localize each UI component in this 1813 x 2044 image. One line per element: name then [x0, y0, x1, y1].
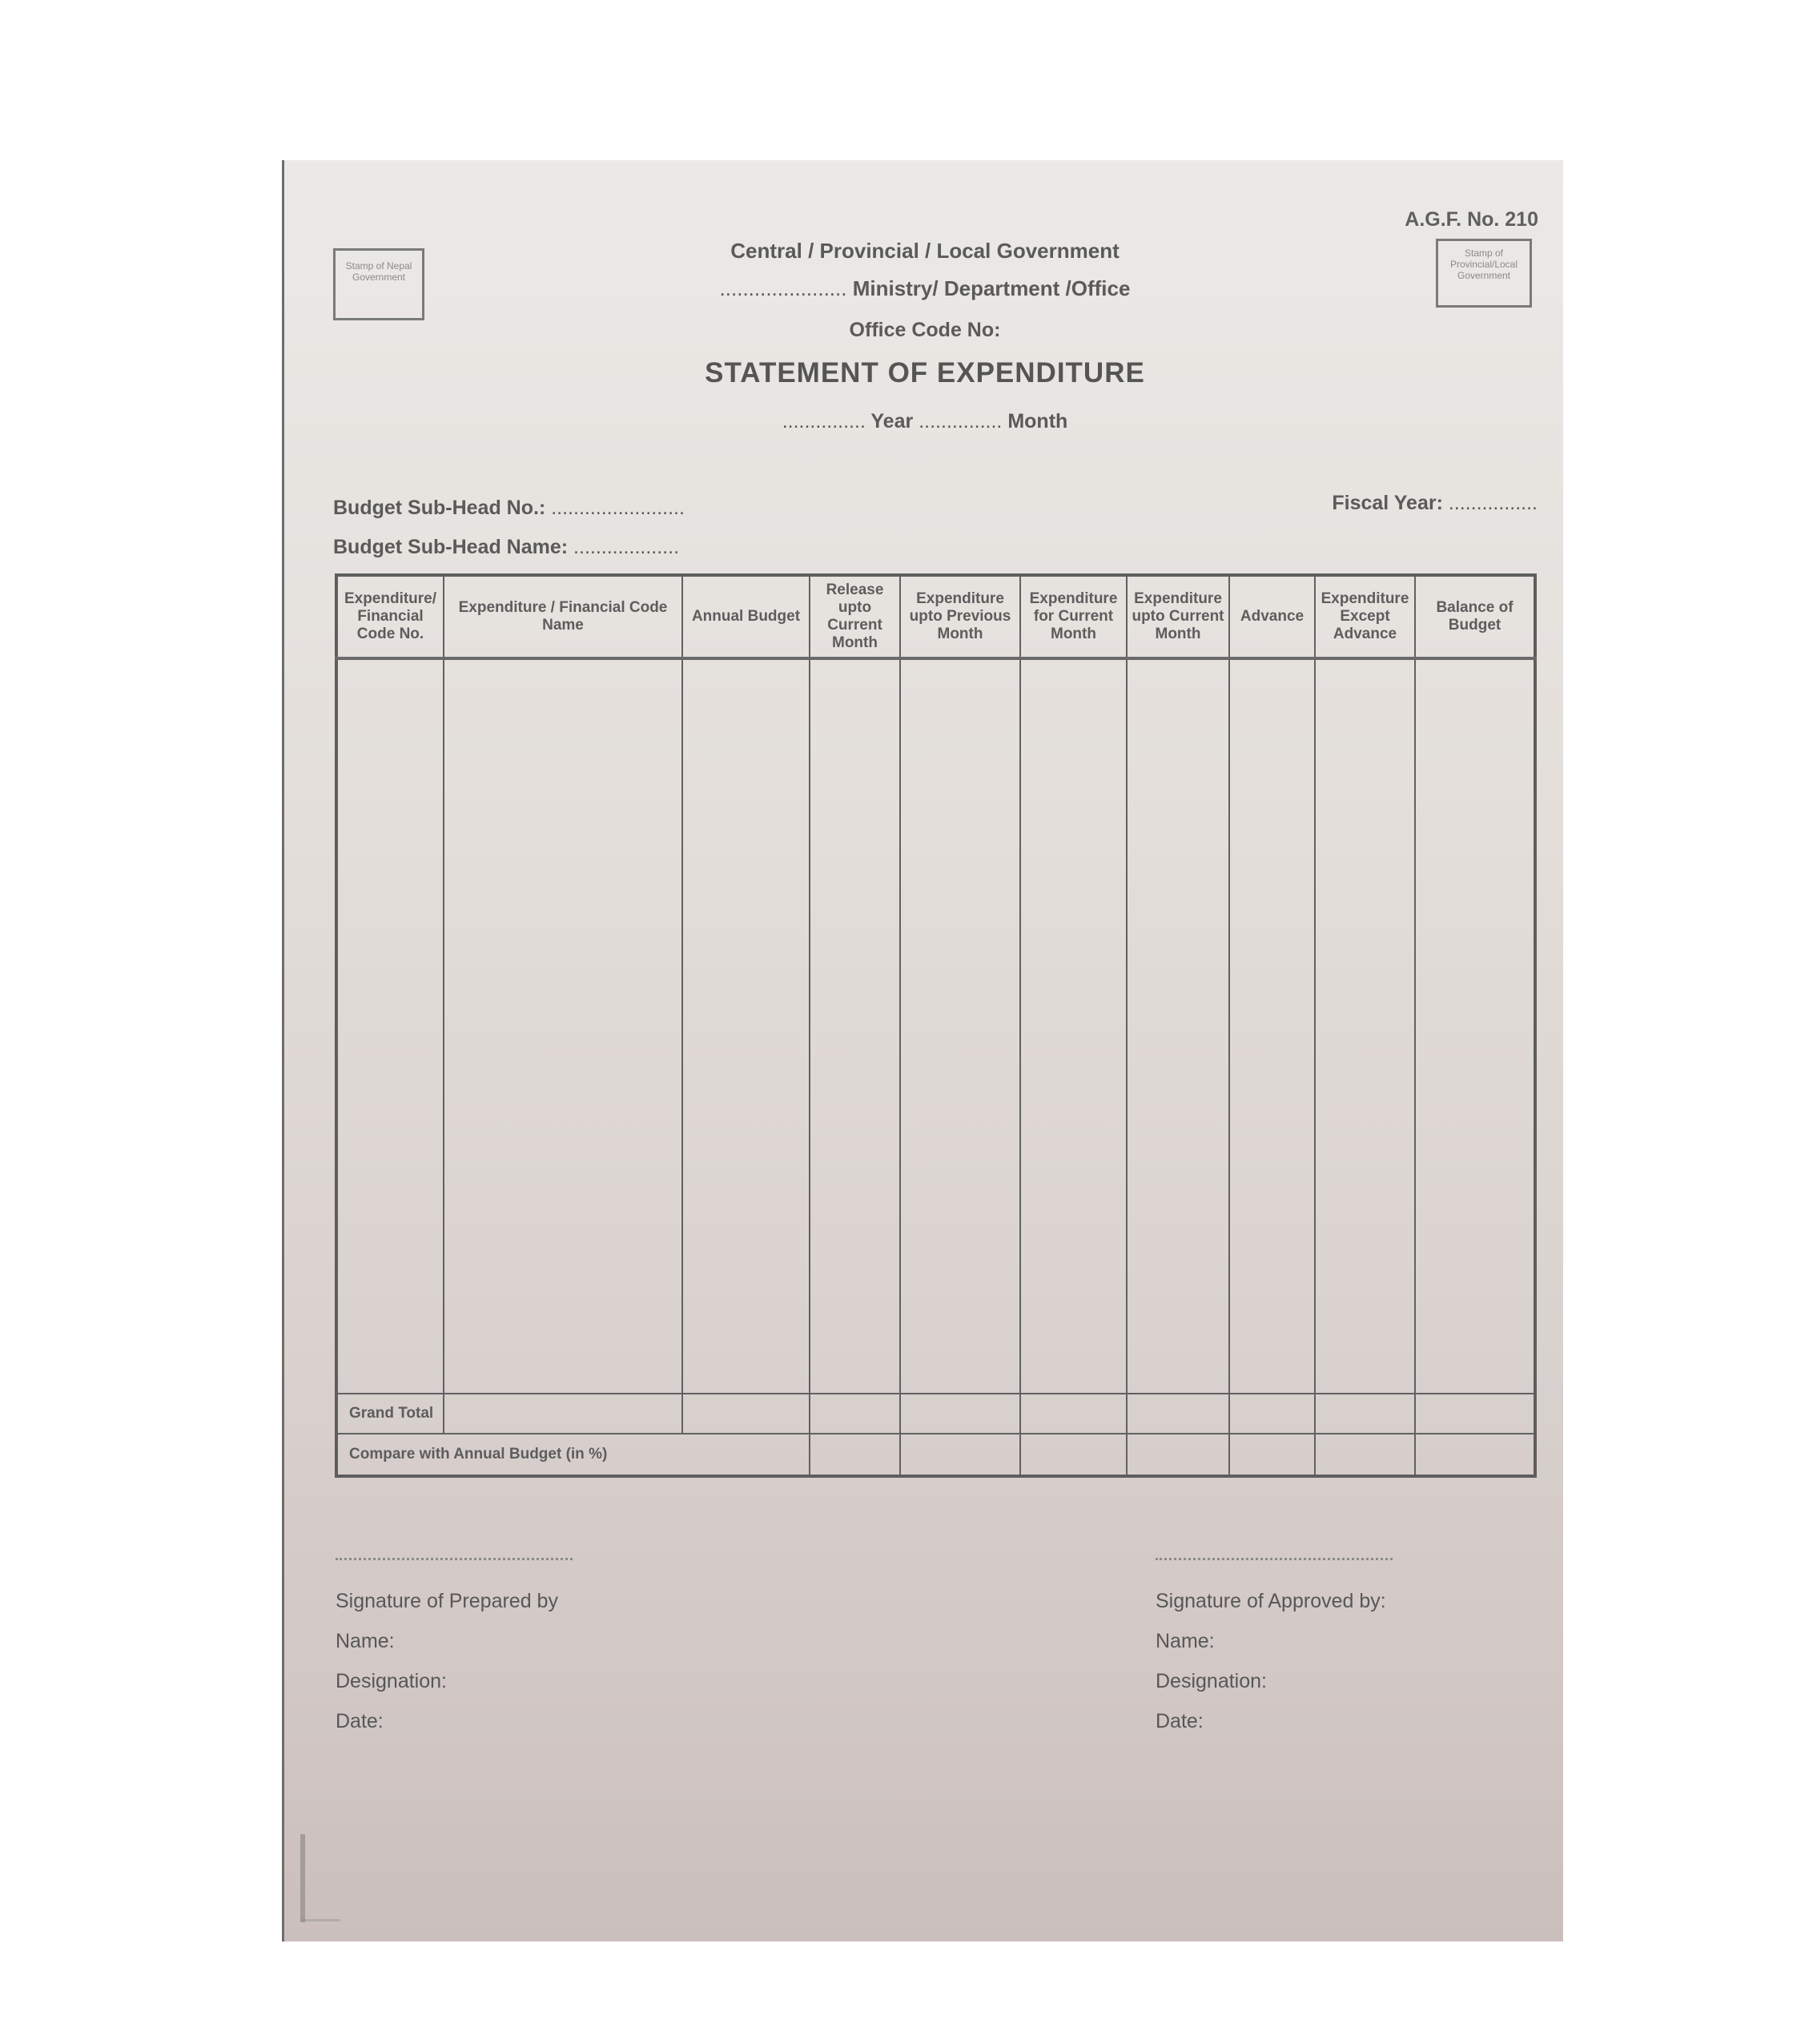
paper-edge-mark: [300, 1919, 340, 1921]
column-header-balance-of-budget: Balance of Budget: [1415, 575, 1535, 658]
compare-label: Compare with Annual Budget (in %): [336, 1434, 810, 1476]
stamp-label: Stamp of Provincial/Local Government: [1449, 247, 1518, 281]
column-header-annual-budget: Annual Budget: [682, 575, 810, 658]
grand-total-exp-previous[interactable]: [900, 1394, 1020, 1434]
column-header-release-upto-current-month: Release upto Current Month: [810, 575, 900, 658]
budget-sub-head-name-field: [333, 536, 679, 559]
compare-exp-except-advance[interactable]: [1315, 1434, 1415, 1476]
fiscal-year-field: [1332, 492, 1538, 515]
month-label: Month: [1007, 410, 1068, 433]
cell-code-name[interactable]: [444, 658, 682, 1394]
grand-total-label: Grand Total: [336, 1394, 444, 1434]
page-title: STATEMENT OF EXPENDITURE: [705, 357, 1145, 388]
compare-row: [336, 1434, 1535, 1476]
cell-expenditure-for-current-month[interactable]: [1020, 658, 1127, 1394]
month-blank[interactable]: ...............: [919, 410, 1003, 433]
grand-total-exp-except-advance[interactable]: [1315, 1394, 1415, 1434]
fiscal-year-label: Fiscal Year:: [1332, 492, 1443, 514]
grand-total-exp-upto-current[interactable]: [1127, 1394, 1229, 1434]
prepared-designation-label: Designation:: [336, 1670, 447, 1692]
column-header-code-no: Expenditure/ Financial Code No.: [336, 575, 444, 658]
grand-total-annual-budget[interactable]: [682, 1394, 810, 1434]
approved-signature-title: Signature of Approved by:: [1156, 1590, 1386, 1612]
grand-total-cell[interactable]: [444, 1394, 682, 1434]
grand-total-balance[interactable]: [1415, 1394, 1535, 1434]
column-header-expenditure-upto-current-month: Expenditure upto Current Month: [1127, 575, 1229, 658]
cell-expenditure-upto-previous-month[interactable]: [900, 658, 1020, 1394]
form-paper: [282, 160, 1563, 1941]
prepared-signature-title: Signature of Prepared by: [336, 1590, 558, 1612]
grand-total-release[interactable]: [810, 1394, 900, 1434]
approved-date-label: Date:: [1156, 1710, 1204, 1732]
column-header-expenditure-except-advance: Expenditure Except Advance: [1315, 575, 1415, 658]
cell-release-upto-current-month[interactable]: [810, 658, 900, 1394]
approved-name-label: Name:: [1156, 1630, 1215, 1652]
cell-code-no[interactable]: [336, 658, 444, 1394]
year-blank[interactable]: ...............: [782, 410, 866, 433]
cell-balance-of-budget[interactable]: [1415, 658, 1535, 1394]
column-header-expenditure-upto-previous-month: Expenditure upto Previous Month: [900, 575, 1020, 658]
cell-annual-budget[interactable]: [682, 658, 810, 1394]
compare-exp-upto-current[interactable]: [1127, 1434, 1229, 1476]
column-header-advance: Advance: [1229, 575, 1315, 658]
budget-sub-head-no-label: Budget Sub-Head No.:: [333, 497, 546, 519]
expenditure-table: [335, 573, 1537, 1478]
compare-exp-previous[interactable]: [900, 1434, 1020, 1476]
ministry-blank[interactable]: ......................: [719, 276, 847, 300]
office-code-line: Office Code No:: [849, 319, 1001, 341]
budget-sub-head-no-blank[interactable]: ........................: [551, 497, 685, 519]
government-line: Central / Provincial / Local Government: [730, 239, 1120, 263]
compare-advance[interactable]: [1229, 1434, 1315, 1476]
column-header-expenditure-for-current-month: Expenditure for Current Month: [1020, 575, 1127, 658]
cell-expenditure-except-advance[interactable]: [1315, 658, 1415, 1394]
cell-expenditure-upto-current-month[interactable]: [1127, 658, 1229, 1394]
fiscal-year-blank[interactable]: ................: [1448, 492, 1538, 514]
prepared-signature-line[interactable]: [336, 1558, 573, 1560]
year-label: Year: [870, 410, 914, 433]
compare-release[interactable]: [810, 1434, 900, 1476]
form-number: A.G.F. No. 210: [1405, 208, 1538, 231]
grand-total-advance[interactable]: [1229, 1394, 1315, 1434]
approved-signature-line[interactable]: [1156, 1558, 1393, 1560]
table-row: [336, 658, 1535, 1394]
ministry-label: Ministry/ Department /Office: [852, 276, 1131, 300]
prepared-date-label: Date:: [336, 1710, 384, 1732]
approved-designation-label: Designation:: [1156, 1670, 1267, 1692]
budget-sub-head-no-field: [333, 497, 685, 520]
year-month-line: [284, 410, 1566, 433]
compare-exp-current[interactable]: [1020, 1434, 1127, 1476]
table-header-row: [336, 575, 1535, 658]
grand-total-row: [336, 1394, 1535, 1434]
budget-sub-head-name-label: Budget Sub-Head Name:: [333, 536, 569, 558]
column-header-code-name: Expenditure / Financial Code Name: [444, 575, 682, 658]
budget-sub-head-name-blank[interactable]: ...................: [573, 536, 680, 558]
paper-edge-mark: [300, 1834, 305, 1922]
prepared-by-signature-block: [336, 1558, 573, 1749]
ministry-line: [284, 276, 1566, 301]
stamp-label: Stamp of Nepal Government: [345, 260, 412, 283]
compare-balance[interactable]: [1415, 1434, 1535, 1476]
prepared-name-label: Name:: [336, 1630, 395, 1652]
grand-total-exp-current[interactable]: [1020, 1394, 1127, 1434]
approved-by-signature-block: [1156, 1558, 1393, 1749]
cell-advance[interactable]: [1229, 658, 1315, 1394]
